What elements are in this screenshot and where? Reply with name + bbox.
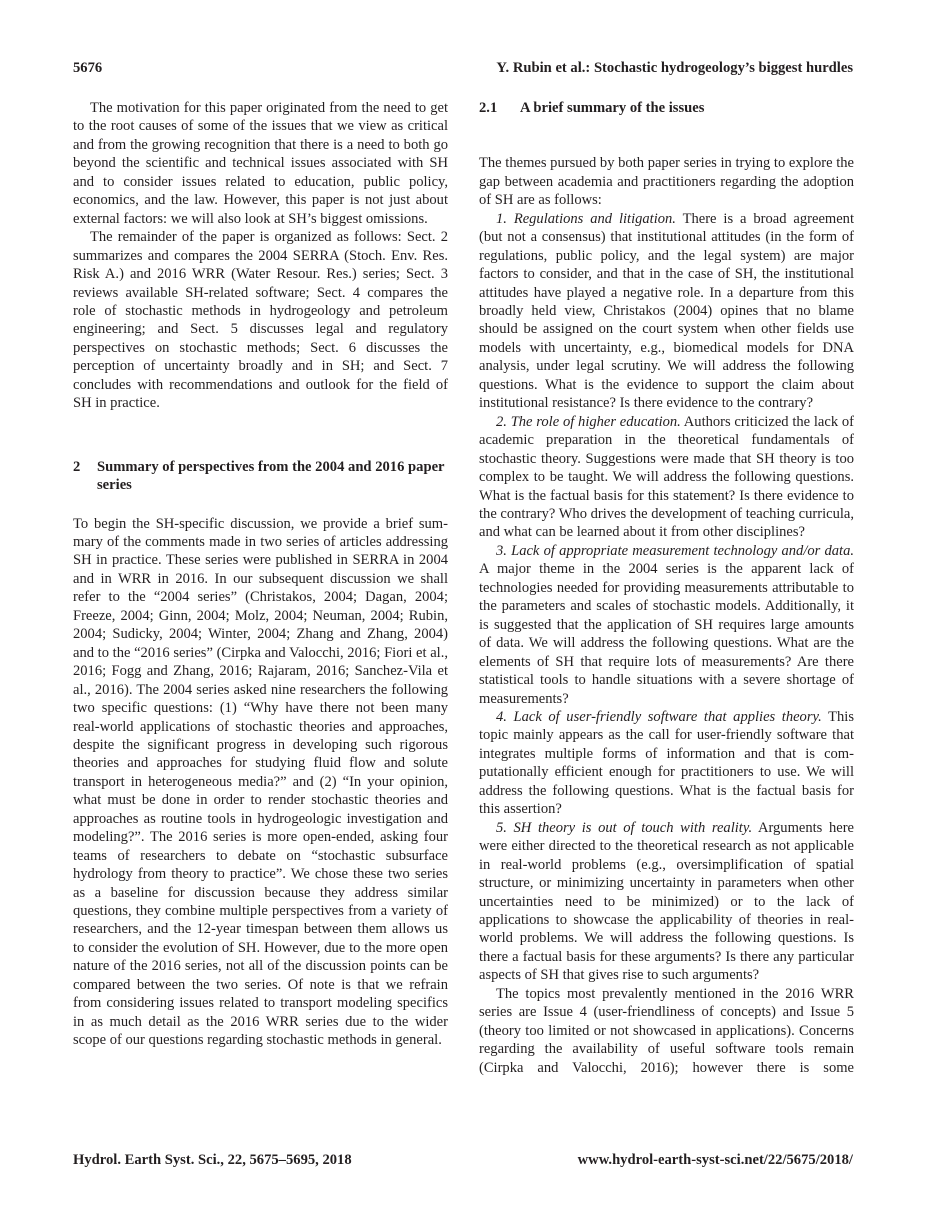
paragraph-motivation: The motivation for this paper originated from the need to get to the root causes of some of the issues that we view as critical and from the growing recognition that there is a need to both go beyond the scientific and technical issues associated with SH and to consider issues related to education, public policy, economics, and the law. However, this paper is not just about external factors: we will also look at SH’s biggest omissions.	[73, 100, 448, 227]
paragraph-closing: The topics most prevalently mentioned in the 2016 WRR series are Issue 4 (user-friendliness of concepts) and Issue 5 (theory too limited or not showcased in applications). Concerns regarding the availability of useful software tools remain (Cirpka and Valocchi, 2016); however there is some	[479, 985, 854, 1076]
paragraph-themes-intro: The themes pursued by both paper series in trying to explore the gap between academia and practitioners regarding the adoption of SH are as follows:	[479, 155, 854, 209]
section-heading	[73, 458, 448, 495]
paragraph-organization: The remainder of the paper is organized as follows: Sect. 2 summarizes and compares the 2004 SERRA (Stoch. Env. Res. Risk A.) and 2016 WRR (Water Resour. Res.) series; Sect. 3 reviews available SH-related software; Sect. 4 compares the role of stochastic methods in hydrogeology and petroleum engineering; and Sect. 5 discusses legal and regulatory perspectives on stochastic methods; Sect. 6 discusses the perception of uncertainty broadly and in SH; and Sect. 7 concludes with recommendations and outlook for the field of SH in practice.	[73, 229, 448, 412]
running-title: Y. Rubin et al.: Stochastic hydrogeology’s biggest hurdles	[496, 60, 853, 76]
journal-url[interactable]: www.hydrol-earth-syst-sci.net/22/5675/2018/	[577, 1152, 853, 1168]
issue-label: 3. Lack of appropriate measurement technology and/or data.	[496, 542, 854, 559]
issue-text: A major theme in the 2004 series is the apparent lack of technologies needed for providing measurements attributable to the parameters and scales of stochastic models. Additionally, it is suggested that the application of SH requires large amounts of data. We will address the following questions. What are the elements of SH that require lots of measurements? Are there statistical tools to handle situations with a severe shortage of measurements?	[479, 561, 854, 707]
section-title: Summary of perspectives from the 2004 and 2016 paper series	[97, 458, 445, 494]
issue-label: 2. The role of higher education.	[496, 413, 681, 430]
issue-label: 5. SH theory is out of touch with reality.	[496, 819, 753, 836]
subsection-heading	[479, 99, 854, 117]
issue-label: 1. Regulations and litigation.	[496, 210, 676, 227]
section-number: 2	[73, 458, 81, 475]
issue-text: Arguments here were either directed to the theoretical research as not applicable in real-world problems (e.g., oversimplification of spatial structure, or minimizing uncertainty in parameters when other uncertainties need to be minimized) or to the lack of applications to showcase the applicability of theories in realworld problems. We will address the following questions. Is there a factual basis for these arguments? Is there any particular aspects of SH that gives rise to such arguments?	[479, 819, 854, 984]
journal-citation: Hydrol. Earth Syst. Sci., 22, 5675–5695, 2018	[73, 1152, 352, 1168]
issue-item	[479, 210, 854, 413]
issue-item	[479, 413, 854, 542]
left-column	[73, 99, 448, 1050]
issue-item	[479, 708, 854, 819]
issue-item	[479, 819, 854, 985]
page-number: 5676	[73, 60, 103, 76]
paragraph-section-2: To begin the SH-specific discussion, we provide a brief summary of the comments made in two series of articles addressing SH in practice. These series were published in SERRA in 2004 and in WRR in 2016. In our subsequent discussion we shall refer to the “2004 series” (Christakos, 2004; Dagan, 2004; Freeze, 2004; Ginn, 2004; Molz, 2004; Neuman, 2004; Rubin, 2004; Sudicky, 2004; Winter, 2004; Zhang and Zhang, 2004) and to the “2016 series” (Cirpka and Valocchi, 2016; Fiori et al., 2016; Fogg and Zhang, 2016; Rajaram, 2016; Sanchez-Vila et al., 2016). The 2004 series asked nine researchers the following two specific questions: (1) “Why have there not been many real-world applications of stochastic theories and approaches, despite the significant progress in developing such rigorous theories and approaches for studying fluid flow and solute transport in heterogeneous media?” and (2) “In your opinion, what must be done in order to render stochastic theories and approaches as routine tools in hydrogeologic investigation and modeling?”. The 2016 series is more open-ended, asking four teams of researchers to debate on “stochastic subsurface hydrology from theory to practice”. We chose these two series as a baseline for discussion because they address similar questions, they combine multiple perspectives from a variety of researchers, and the 12-year timespan between them allows us to consider the evolution of SH. However, due to the more open nature of the 2016 series, not all of the discussion points can be compared between the two series. Of note is that we refrain from considering issues related to transport modeling specifics in as much detail as the 2016 WRR series due to the wider scope of our questions regarding stochastic methods in general.	[73, 515, 448, 1049]
subsection-title: A brief summary of the issues	[520, 100, 705, 116]
issue-item	[479, 542, 854, 708]
issue-text: Authors criticized the lack of academic preparation in the theoretical fundamentals of stochastic theory. Suggestions were made that SH theory is too complex to be taught. We will address the following questions. What is the factual basis for this statement? Is there evidence to the contrary? Who drives the development of teaching curricula, and what can be learned about it from other disciplines?	[479, 413, 854, 541]
issue-text: This topic mainly appears as the call for user-friendly software that integrates multiple forms of information and that is computationally efficient enough for practitioners to use. We will address the following questions. What is the factual basis for this assertion?	[479, 709, 854, 818]
issue-text: There is a broad agreement (but not a consensus) that institutional attitudes (in the form of regulations, public policy, and the legal system) are major factors to consider, and that in the case of SH, the institutional attitudes have played a negative role. In a departure from this broadly held view, Christakos (2004) opines that no blame should be assigned on the court system when other fields use models with uncertainty, e.g., biomedical models for DNA analysis, under legal scrutiny. We will address the following questions. What is the evidence to support the claim about institutional resistance? Is there evidence to the contrary?	[479, 210, 854, 412]
issue-label: 4. Lack of user-friendly software that applies theory.	[496, 709, 822, 725]
right-column	[479, 99, 854, 1077]
subsection-number: 2.1	[479, 100, 498, 116]
